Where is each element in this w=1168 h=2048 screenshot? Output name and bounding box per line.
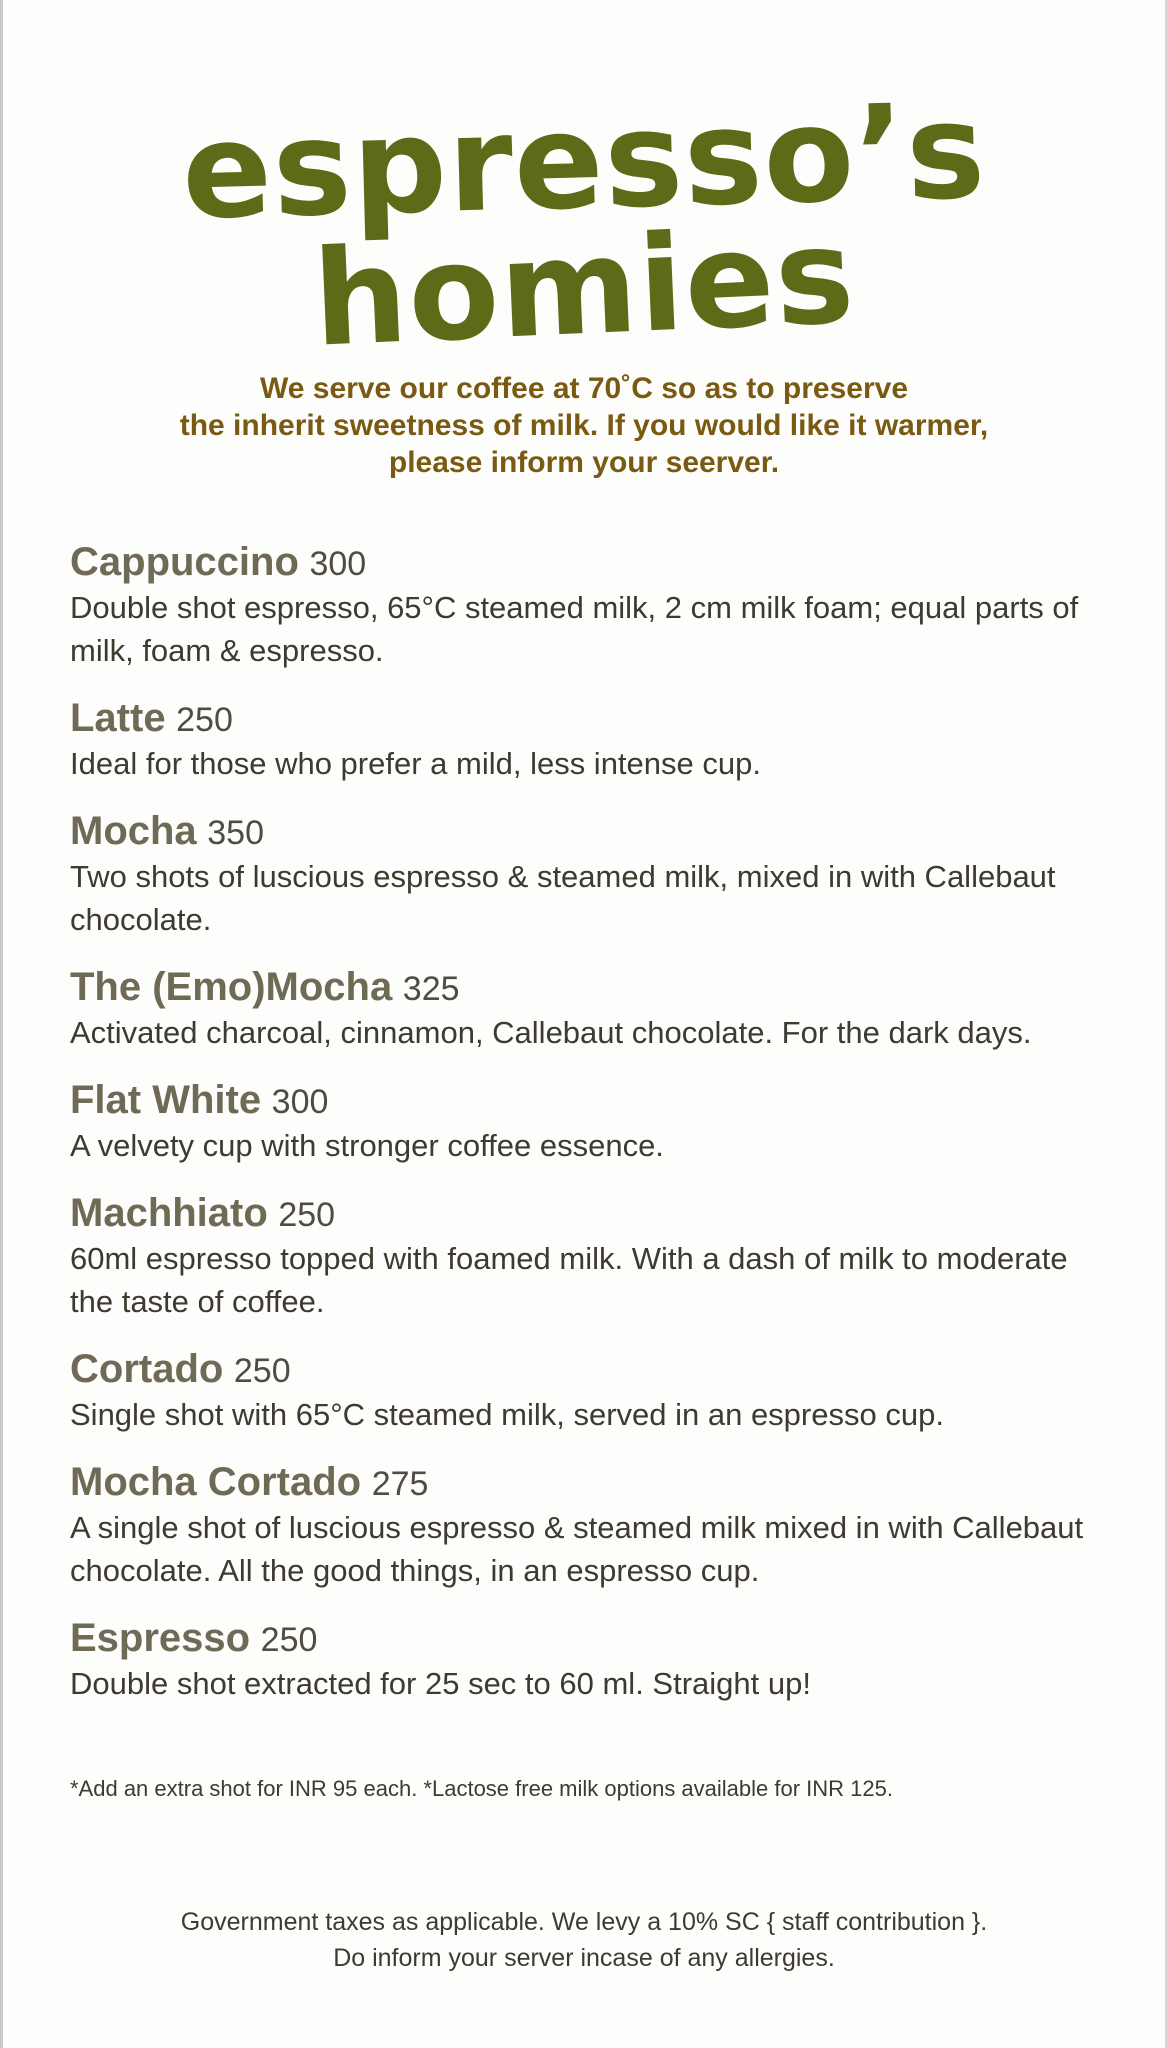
menu-item-name: Cortado [70, 1347, 224, 1391]
menu-item-name: The (Emo)Mocha [70, 965, 393, 1009]
menu-item-machhiato [70, 1191, 1110, 1323]
footer-note [0, 1904, 1168, 1976]
menu-item-heading [70, 696, 1110, 742]
title-line-1: espresso’s [180, 74, 988, 250]
footer-line-2: Do inform your server incase of any allergies. [333, 1944, 835, 1972]
intro-line-2: the inherit sweetness of milk. If you would like it warmer, [179, 409, 989, 442]
menu-item-description: A velvety cup with stronger coffee essence. [70, 1128, 664, 1163]
menu-list [70, 540, 1110, 1729]
intro-line-3: please inform your seerver. [388, 446, 780, 479]
menu-item-description: Single shot with 65°C steamed milk, served in an espresso cup. [70, 1397, 944, 1432]
menu-item-espresso [70, 1616, 1110, 1705]
menu-item-name: Flat White [70, 1078, 262, 1122]
intro-text [84, 370, 1084, 481]
menu-item-price: 275 [371, 1465, 429, 1503]
menu-item-name: Machhiato [70, 1191, 268, 1235]
menu-item-description: Two shots of luscious espresso & steamed milk, mixed in with Callebaut chocolate. [70, 859, 1056, 937]
menu-item-heading [70, 809, 1110, 855]
menu-item-price: 350 [207, 814, 264, 852]
menu-item-price: 325 [402, 970, 460, 1008]
menu-item-flat-white [70, 1078, 1110, 1167]
menu-item-description: A single shot of luscious espresso & steamed milk mixed in with Callebaut chocolate. All the good things, in an espresso cup. [70, 1510, 1084, 1588]
menu-item-price: 250 [260, 1621, 318, 1659]
menu-item-cappuccino [70, 540, 1110, 672]
menu-item-latte [70, 696, 1110, 785]
intro-line-1: We serve our coffee at 70˚C so as to preserve [259, 372, 909, 405]
menu-item-heading [70, 540, 1110, 586]
menu-item-mocha-cortado [70, 1460, 1110, 1592]
menu-item-price: 250 [233, 1352, 291, 1390]
menu-item-heading [70, 1078, 1110, 1124]
menu-item-price: 250 [278, 1196, 336, 1234]
menu-item-heading [70, 1347, 1110, 1393]
menu-item-price: 300 [271, 1083, 329, 1121]
menu-item-emo-mocha [70, 965, 1110, 1054]
addons-note: *Add an extra shot for INR 95 each. *Lactose free milk options available for INR 125. [70, 1776, 893, 1801]
menu-item-name: Latte [70, 696, 166, 740]
menu-item-name: Espresso [70, 1616, 251, 1660]
menu-item-heading [70, 1460, 1110, 1506]
menu-item-heading [70, 1616, 1110, 1662]
menu-item-description: Activated charcoal, cinnamon, Callebaut chocolate. For the dark days. [70, 1015, 1032, 1050]
menu-item-price: 250 [176, 701, 233, 739]
menu-item-name: Mocha Cortado [70, 1460, 362, 1504]
title-line-2: homies [310, 199, 858, 377]
menu-item-price: 300 [309, 545, 367, 583]
menu-item-cortado [70, 1347, 1110, 1436]
footer-line-1: Government taxes as applicable. We levy a 10% SC { staff contribution }. [180, 1908, 988, 1936]
menu-item-mocha [70, 809, 1110, 941]
menu-item-name: Cappuccino [70, 540, 299, 584]
menu-item-description: 60ml espresso topped with foamed milk. With a dash of milk to moderate the taste of coffee. [70, 1241, 1068, 1319]
menu-item-heading [70, 1191, 1110, 1237]
menu-item-name: Mocha [70, 809, 197, 853]
menu-item-heading [70, 965, 1110, 1011]
menu-item-description: Double shot espresso, 65°C steamed milk, 2 cm milk foam; equal parts of milk, foam & espresso. [70, 590, 1079, 668]
menu-item-description: Ideal for those who prefer a mild, less intense cup. [70, 746, 761, 781]
menu-item-description: Double shot extracted for 25 sec to 60 ml. Straight up! [70, 1666, 811, 1701]
